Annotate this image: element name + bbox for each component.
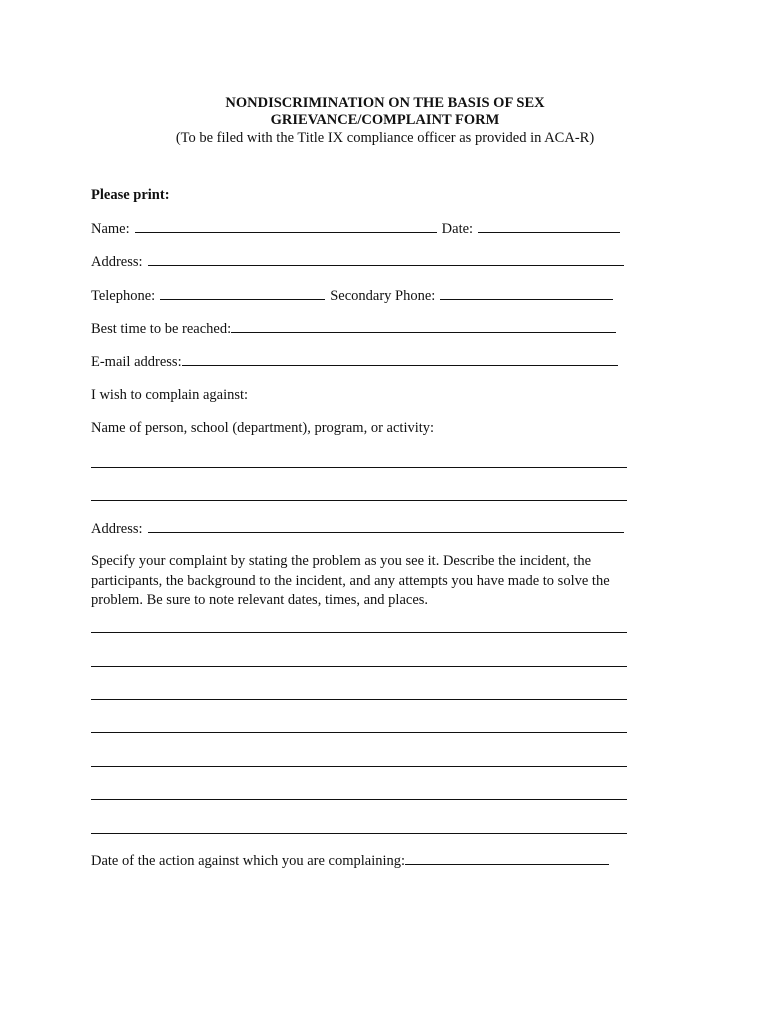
best-time-field[interactable] <box>231 319 616 333</box>
respondent-address-label: Address: <box>91 521 143 537</box>
telephone-label: Telephone: <box>91 288 156 304</box>
form-subtitle: (To be filed with the Title IX compliance officer as provided in ACA-R) <box>175 130 595 146</box>
respondent-address-row <box>91 519 624 538</box>
respondent-line-2[interactable] <box>91 500 627 501</box>
complain-against-label: I wish to complain against: <box>91 387 249 403</box>
date-field[interactable] <box>478 219 620 233</box>
email-field[interactable] <box>182 352 618 366</box>
form-title-line2: GRIEVANCE/COMPLAINT FORM <box>270 112 500 128</box>
name-field[interactable] <box>135 219 437 233</box>
address-field[interactable] <box>148 252 624 266</box>
email-row <box>91 352 618 371</box>
date-label: Date: <box>441 221 474 237</box>
best-time-row <box>91 319 616 338</box>
action-date-row <box>91 851 609 870</box>
respondent-label: Name of person, school (department), program, or activity: <box>91 420 435 436</box>
action-date-label: Date of the action against which you are complaining: <box>91 853 406 869</box>
name-label: Name: <box>91 221 130 237</box>
telephone-row <box>91 286 613 305</box>
complaint-line-5[interactable] <box>91 766 627 767</box>
complaint-line-6[interactable] <box>91 799 627 800</box>
respondent-address-field[interactable] <box>148 519 624 533</box>
complaint-line-7[interactable] <box>91 833 627 834</box>
telephone-field[interactable] <box>160 286 325 300</box>
address-label: Address: <box>91 254 143 270</box>
secondary-phone-label: Secondary Phone: <box>330 288 436 304</box>
name-date-row <box>91 219 620 238</box>
complaint-line-3[interactable] <box>91 699 627 700</box>
form-title-line1: NONDISCRIMINATION ON THE BASIS OF SEX <box>225 95 545 111</box>
email-label: E-mail address: <box>91 354 182 370</box>
complaint-line-1[interactable] <box>91 632 627 633</box>
action-date-field[interactable] <box>405 851 609 865</box>
address-row <box>91 252 624 271</box>
secondary-phone-field[interactable] <box>440 286 613 300</box>
complaint-instructions: Specify your complaint by stating the problem as you see it. Describe the incident, the participants, the background to the incident, and any attempts you have made to solve the problem. Be sure to note relevant dates, times, and places. <box>91 553 610 608</box>
please-print-heading: Please print: <box>91 187 170 203</box>
respondent-line-1[interactable] <box>91 467 627 468</box>
complaint-line-4[interactable] <box>91 732 627 733</box>
best-time-label: Best time to be reached: <box>91 321 232 337</box>
complaint-line-2[interactable] <box>91 666 627 667</box>
